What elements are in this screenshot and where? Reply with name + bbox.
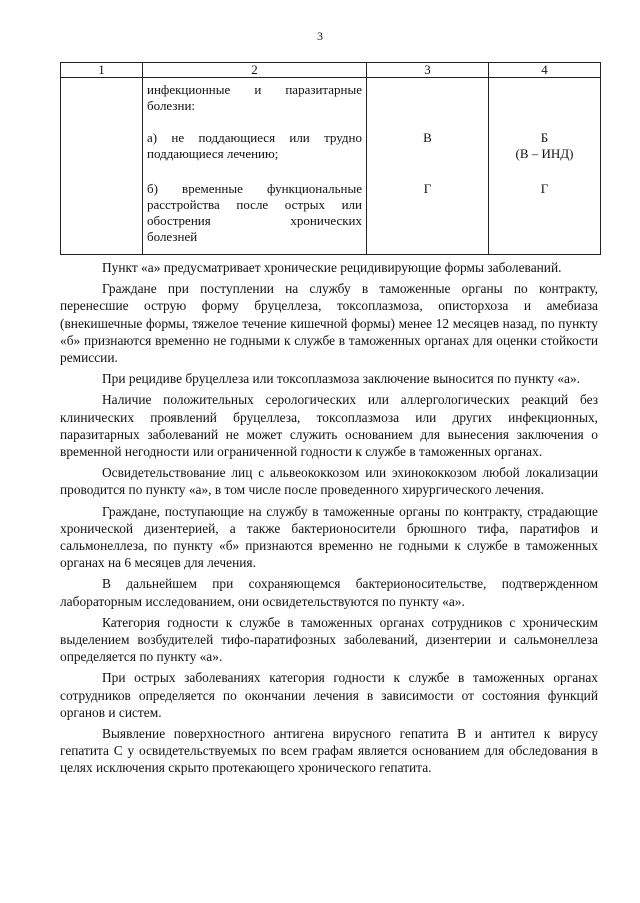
paragraph-3: При рецидиве бруцеллеза или токсоплазмоза заключение выносится по пункту «а».: [102, 371, 581, 387]
item-a-line-1: а) не поддающиеся или трудно: [147, 130, 362, 145]
row-col-3: [367, 78, 489, 255]
paragraph-4: Наличие положительных серологических или аллергологических реакций без клинических проявлений бруцеллеза, токсоплазмоза или других инфекционных, паразитарных заболеваний не может служить основанием для вынесения заключения о временной негодности или ограниченной годности к службе в таможенных органах.: [60, 392, 598, 460]
header-col-1: 1: [61, 63, 143, 78]
item-a-category-col3: В: [423, 130, 432, 145]
item-b-category-col4: Г: [540, 181, 549, 196]
paragraph-5: Освидетельствование лиц с альвеококкозом или эхинококкозом любой локализации проводится по пункту «а», в том числе после проведенного хирургического лечения.: [60, 465, 598, 498]
paragraph-9: При острых заболеваниях категория годности к службе в таможенных органах сотрудников определяется по окончании лечения в зависимости от состояния функций органов и систем.: [60, 670, 598, 720]
body-text: [60, 259, 598, 781]
table-row: [61, 78, 601, 255]
paragraph-7: В дальнейшем при сохраняющемся бактерионосительстве, подтвержденном лабораторным исследованием, они освидетельствуются по пункту «а».: [60, 576, 598, 609]
header-col-2: 2: [143, 63, 367, 78]
item-b-line-3: обострения хронических: [147, 213, 362, 228]
row-col-2: [143, 78, 367, 255]
table-header-row: [61, 63, 601, 78]
item-a-category-col4-note: (В – ИНД): [515, 146, 574, 161]
category-table: [60, 62, 601, 255]
intro-line-2: болезни:: [147, 98, 196, 113]
item-b-line-1: б) временные функциональные: [147, 181, 362, 196]
item-b-category-col3: Г: [423, 181, 432, 196]
item-b-line-2: расстройства после острых или: [147, 197, 362, 212]
row-col-4: [489, 78, 601, 255]
header-col-4: 4: [489, 63, 601, 78]
paragraph-10: Выявление поверхностного антигена вирусного гепатита В и антител к вирусу гепатита С у освидетельствуемых по всем графам является основанием для обследования в целях исключения скрыто протекающего хронического гепатита.: [60, 726, 598, 776]
paragraph-6: Граждане, поступающие на службу в таможенные органы по контракту, страдающие хронической дизентерией, а также бактерионосители брюшного тифа, паратифов и сальмонеллеза, по пункту «б» признаются временно не годными к службе в таможенных органах на 6 месяцев для лечения.: [60, 503, 598, 571]
paragraph-8: Категория годности к службе в таможенных органах сотрудников с хроническим выделением возбудителей тифо-паратифозных заболеваний, дизентерии и сальмонеллеза определяется по пункту «а».: [60, 614, 598, 665]
row-col-1: [61, 78, 143, 255]
item-a-line-2: поддающиеся лечению;: [147, 146, 279, 161]
item-b-line-4: болезней: [147, 229, 198, 244]
paragraph-1: Пункт «а» предусматривает хронические рецидивирующие формы заболеваний.: [102, 260, 562, 275]
paragraph-2: Граждане при поступлении на службу в таможенные органы по контракту, перенесшие острую форму бруцеллеза, токсоплазмоза, описторхоза и амебиаза (внекишечные формы, тяжелое течение кишечной формы) менее 12 месяцев назад, по пункту «б» признаются временно не годными к службе в таможенных органах для оценки стойкости ремиссии.: [60, 281, 598, 366]
page-number: 3: [317, 29, 323, 43]
item-a-category-col4: Б: [540, 130, 549, 145]
intro-line-1: инфекционные и паразитарные: [147, 82, 362, 97]
header-col-3: 3: [367, 63, 489, 78]
